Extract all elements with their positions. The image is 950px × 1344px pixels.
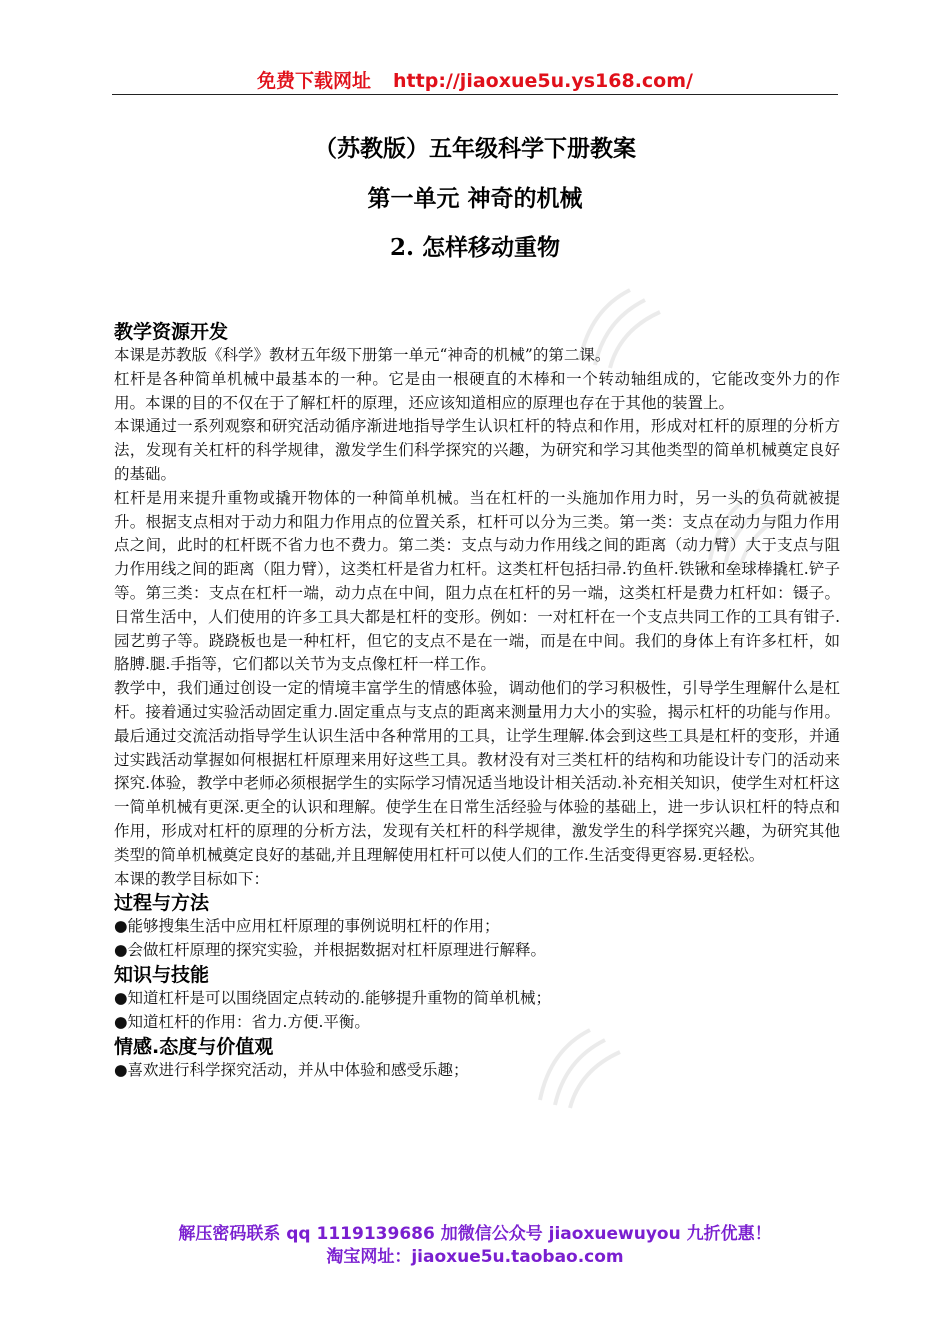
download-url-link[interactable]: http://jiaoxue5u.ys168.com/ bbox=[393, 70, 693, 92]
download-label: 免费下载网址 bbox=[257, 70, 372, 92]
bullet-item: ●会做杠杆原理的探究实验，并根据数据对杠杆原理进行解释。 bbox=[114, 941, 547, 960]
paragraph: 教学中，我们通过创设一定的情境丰富学生的情感体验，调动他们的学习积极性，引导学生理解什么是杠杆。接着通过实验活动固定重力.固定重点与支点的距离来测量用力大小的实验，揭示杠杆的功能与作用。最后通过交流活动指导学生认识生活中各种常用的工具，让学生理解.体会到这些工具是杠杆的变形，并通过实践活动掌握如何根据杠杆原理来用好这些工具。教材没有对三类杠杆的结构和功能设计专门的活动来探究.体验，教学中老师必须根据学生的实际学习情况适当地设计相关活动.补充相关知识，使学生对杠杆这一简单机械有更深.更全的认识和理解。使学生在日常生活经验与体验的基础上，进一步认识杠杆的特点和作用，形成对杠杆的原理的分析方法，发现有关杠杆的科学规律，激发学生的科学探究兴趣，为研究其他类型的简单机械奠定良好的基础,并且理解使用杠杆可以使人们的工作.生活变得更容易.更轻松。 bbox=[114, 679, 840, 864]
paragraph: 杠杆是用来提升重物或撬开物体的一种简单机械。当在杠杆的一头施加作用力时，另一头的负荷就被提升。根据支点相对于动力和阻力作用点的位置关系，杠杆可以分为三类。第一类：支点在动力与阻力作用点之间，此时的杠杆既不省力也不费力。第二类：支点与动力作用线之间的距离（动力臂）大于支点与阻力作用线之间的距离（阻力臂），这类杠杆是省力杠杆。这类杠杆包括扫帚.钓鱼杆.铁锹和垒球棒撬杠.铲子等。第三类：支点在杠杆一端，动力点在中间，阻力点在杠杆的另一端，这类杠杆是费力杠杆如：镊子。日常生活中，人们使用的许多工具大都是杠杆的变形。例如：一对杠杆在一个支点共同工作的工具有钳子.园艺剪子等。跷跷板也是一种杠杆，但它的支点不是在一端，而是在中间。我们的身体上有许多杠杆，如胳膊.腿.手指等，它们都以关节为支点像杠杆一样工作。 bbox=[114, 488, 840, 674]
section-heading-resources: 教学资源开发 bbox=[114, 321, 229, 343]
footer-shop-link[interactable]: 淘宝网址：jiaoxue5u.taobao.com bbox=[326, 1247, 624, 1267]
footer-contact: 解压密码联系 qq 1119139686 加微信公众号 jiaoxuewuyou 九折优惠！ bbox=[178, 1224, 772, 1244]
bullet-item: ●喜欢进行科学探究活动，并从中体验和感受乐趣； bbox=[114, 1060, 469, 1079]
unit-title: 第一单元 神奇的机械 bbox=[367, 185, 583, 212]
section-heading-knowledge: 知识与技能 bbox=[114, 963, 210, 986]
bullet-item: ●能够搜集生活中应用杠杆原理的事例说明杠杆的作用； bbox=[114, 917, 500, 936]
document-body bbox=[114, 320, 840, 1082]
paragraph: 本课通过一系列观察和研究活动循序渐进地指导学生认识杠杆的特点和作用，形成对杠杆的原理的分析方法，发现有关杠杆的科学规律，激发学生们科学探究的兴趣，为研究和学习其他类型的简单机械奠定良好的基础。 bbox=[114, 417, 840, 483]
section-heading-attitude: 情感.态度与价值观 bbox=[114, 1035, 274, 1058]
header-divider bbox=[112, 94, 838, 95]
bullet-item: ●知道杠杆的作用：省力.方便.平衡。 bbox=[114, 1012, 370, 1031]
section-heading-process: 过程与方法 bbox=[114, 892, 210, 915]
paragraph: 本课的教学目标如下： bbox=[114, 869, 270, 888]
paragraph: 本课是苏教版《科学》教材五年级下册第一单元“神奇的机械”的第二课。 bbox=[114, 346, 611, 364]
download-header bbox=[112, 66, 838, 93]
document-title: （苏教版）五年级科学下册教案 bbox=[314, 135, 636, 162]
paragraph: 杠杆是各种简单机械中最基本的一种。它是由一根硬直的木棒和一个转动轴组成的，它能改变外力的作用。本课的目的不仅在于了解杠杆的原理，还应该知道相应的原理也存在于其他的装置上。 bbox=[114, 369, 840, 412]
bullet-item: ●知道杠杆是可以围绕固定点转动的.能够提升重物的简单机械； bbox=[114, 988, 551, 1007]
lesson-title: 2. 怎样移动重物 bbox=[389, 234, 561, 261]
